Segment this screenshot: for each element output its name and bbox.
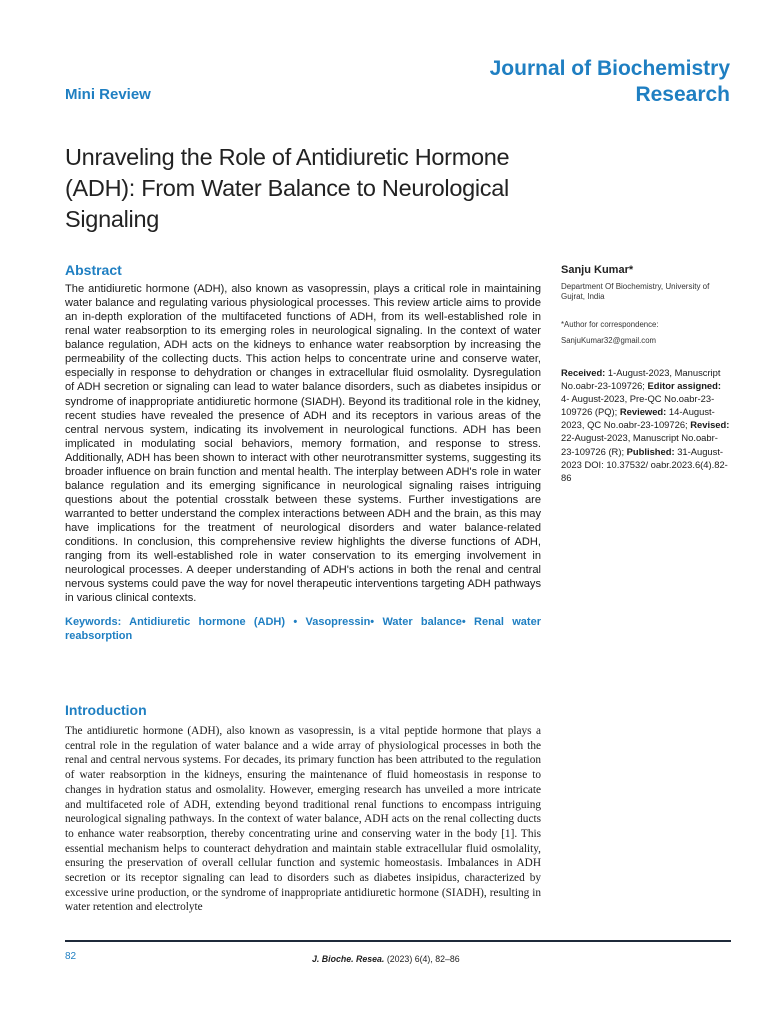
revised-value: 22-August-2023, Manuscript No.oabr-23-109726 (R);: [561, 432, 718, 457]
article-type: Mini Review: [65, 86, 151, 103]
journal-name-line2: Research: [635, 83, 730, 106]
correspondence-label: *Author for correspondence:: [561, 320, 659, 329]
article-history: [561, 366, 731, 484]
journal-abbreviation: J. Bioche. Resea.: [312, 954, 385, 964]
footer-citation: [312, 954, 460, 964]
article-title: Unraveling the Role of Antidiuretic Hormone (ADH): From Water Balance to Neurological Signaling: [65, 144, 510, 232]
revised-label: Revised:: [690, 419, 730, 431]
introduction-section: [65, 702, 541, 915]
received-value: 1-August-2023, Manuscript No.oabr-23-109726;: [561, 367, 721, 392]
journal-name: [410, 56, 730, 108]
journal-name-line1: Journal of Biochemistry: [489, 57, 730, 80]
author-sidebar: [561, 264, 731, 484]
reviewed-label: Reviewed:: [619, 406, 667, 418]
editor-label: Editor assigned:: [647, 380, 721, 392]
abstract-heading: Abstract: [65, 262, 122, 278]
author-affiliation: Department Of Biochemistry, University of Gujrat, India: [561, 282, 710, 301]
published-value: 31-August-2023 DOI: 10.37532/ oabr.2023.6(4).82-86: [561, 445, 728, 483]
abstract-text: The antidiuretic hormone (ADH), also known as vasopressin, plays a critical role in maintaining water balance and regulating various physiological processes. This review article aims to provide an in-depth exploration of the multifaceted functions of ADH, from its well-established role in renal water reabsorption to its emerging roles in neurological signaling. In the context of water balance regulation, ADH acts on the kidneys to enhance water reabsorption by increasing the permeability of the collecting ducts. This action helps to concentrate urine and conserve water, especially in response to dehydration or changes in extracellular fluid osmolality. Dysregulation of ADH secretion or signaling can lead to water balance disorders, such as diabetes insipidus or syndrome of inappropriate antidiuretic hormone (SIADH). Beyond its traditional role in the kidney, recent studies have revealed the presence of ADH and its receptors in various areas of the central nervous system, indicating its involvement in neurological functions. ADH has been implicated in modulating social behaviors, memory formation, and response to stress. Additionally, ADH has been shown to interact with other neurotransmitter systems, suggesting its broader influence on brain function and mental health. The interplay between ADH's role in water balance regulation and its emerging significance in neurological signaling raises intriguing questions about the potential crosstalk between these systems. Further investigations are warranted to better understand the complex interactions between ADH and the brain, as this may have implications for the treatment of neurological disorders and water balance-related conditions. In conclusion, this comprehensive review highlights the diverse functions of ADH, ranging from its well-established role in water conservation to its emerging involvement in neurological processes. A deeper understanding of ADH's actions in both the renal and central nervous systems could pave the way for novel therapeutic interventions targeting ADH pathways in various clinical contexts.: [65, 283, 541, 605]
reviewed-value: 14-August-2023, QC No.oabr-23-109726;: [561, 406, 715, 431]
published-label: Published:: [626, 445, 675, 457]
keywords: Keywords: Antidiuretic hormone (ADH) • Vasopressin• Water balance• Renal water reabsorption: [65, 616, 541, 643]
footer-divider: [65, 940, 731, 942]
author-name: Sanju Kumar*: [561, 264, 634, 276]
received-label: Received:: [561, 367, 606, 378]
author-email[interactable]: SanjuKumar32@gmail.com: [561, 336, 657, 345]
abstract-section: [65, 262, 541, 643]
citation-details: (2023) 6(4), 82–86: [384, 954, 460, 964]
introduction-heading: Introduction: [65, 702, 147, 718]
introduction-text: The antidiuretic hormone (ADH), also known as vasopressin, is a vital peptide hormone that plays a central role in the regulation of water balance and a wide array of physiological processes in both the renal and central nervous systems. For decades, its primary function has been attributed to the regulation of water reabsorption in the kidneys, ensuring the maintenance of fluid homeostasis in response to changes in hydration status and osmolality. However, emerging research has unveiled a more intricate and multifaceted role of ADH, extending beyond traditional renal functions to encompass intriguing neurological signaling pathways. In the context of water balance, ADH acts on the renal collecting ducts to enhance water reabsorption, thereby concentrating urine and conserving water in the body [1]. This essential mechanism helps to counteract dehydration and maintain stable extracellular fluid osmolality, ensuring the preservation of overall cellular function and systemic homeostasis. Imbalances in ADH secretion or its receptor signaling can lead to disorders such as diabetes insipidus, characterized by excessive urine production, or the syndrome of inappropriate antidiuretic hormone (SIADH), resulting in water retention and electrolyte: [65, 725, 541, 914]
page-number: 82: [65, 951, 77, 962]
editor-value: 4- August-2023, Pre-QC No.oabr-23-109726 (PQ);: [561, 393, 715, 418]
